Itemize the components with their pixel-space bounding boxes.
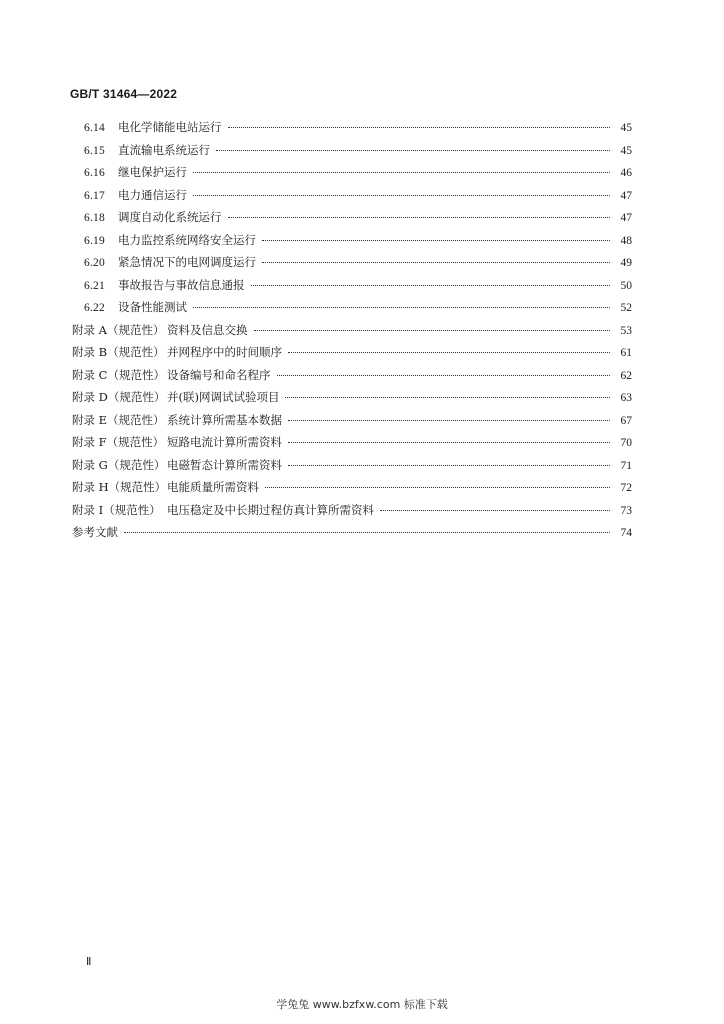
dot-leader xyxy=(193,172,610,173)
toc-entry-6-14[interactable] xyxy=(84,117,632,137)
toc-entry-title: 电化学储能电站运行 xyxy=(118,120,222,134)
toc-entry-page: 47 xyxy=(620,189,632,202)
annex-title: 设备编号和命名程序 xyxy=(167,367,271,382)
toc-entry-6-21[interactable] xyxy=(84,275,632,295)
toc-entry-page: 45 xyxy=(620,122,632,134)
dot-leader xyxy=(228,127,611,128)
annex-page: 62 xyxy=(620,369,632,382)
page-number: Ⅱ xyxy=(86,956,92,968)
toc-entry-6-19[interactable] xyxy=(84,230,632,250)
dot-leader xyxy=(228,217,611,218)
dot-leader xyxy=(262,262,610,263)
annex-title: 短路电流计算所需资料 xyxy=(167,435,282,449)
toc-entry-number: 6.21 xyxy=(84,279,105,292)
dot-leader xyxy=(288,420,610,421)
toc-entry-title: 调度自动化系统运行 xyxy=(118,210,222,224)
toc-annex-g[interactable] xyxy=(72,455,632,475)
dot-leader xyxy=(124,532,610,533)
toc-annex-h[interactable] xyxy=(72,477,632,497)
toc-entry-number: 6.14 xyxy=(84,122,105,134)
references-page: 74 xyxy=(620,527,632,539)
toc-entry-title: 事故报告与事故信息通报 xyxy=(118,277,245,292)
toc-annex-c[interactable] xyxy=(72,365,632,385)
toc-entry-6-22[interactable] xyxy=(84,297,632,317)
dot-leader xyxy=(380,510,610,511)
annex-page: 73 xyxy=(620,504,632,517)
dot-leader xyxy=(277,375,611,376)
annex-page: 67 xyxy=(620,414,632,427)
toc-entry-title: 继电保护运行 xyxy=(118,165,187,179)
annex-label: 附录 D（规范性） xyxy=(72,390,166,404)
toc-entry-title: 紧急情况下的电网调度运行 xyxy=(118,255,256,269)
annex-page: 63 xyxy=(620,392,632,404)
dot-leader xyxy=(262,240,610,241)
toc-annex-a[interactable] xyxy=(72,320,632,340)
toc-annex-i[interactable] xyxy=(72,500,632,520)
annex-label: 附录 A（规范性） xyxy=(72,322,165,337)
toc-annex-b[interactable] xyxy=(72,342,632,362)
dot-leader xyxy=(288,465,610,466)
toc-annex-e[interactable] xyxy=(72,410,632,430)
annex-page: 72 xyxy=(620,482,632,494)
toc-annex-f[interactable] xyxy=(72,432,632,452)
dot-leader xyxy=(288,442,610,443)
annex-page: 70 xyxy=(620,437,632,449)
toc-entry-page: 48 xyxy=(620,234,632,247)
toc-entry-page: 50 xyxy=(620,279,632,292)
dot-leader xyxy=(216,150,610,151)
toc-entry-title: 设备性能测试 xyxy=(118,300,187,314)
annex-title: 资料及信息交换 xyxy=(167,322,248,337)
toc-entry-page: 52 xyxy=(620,302,632,314)
toc-entry-6-20[interactable] xyxy=(84,252,632,272)
annex-label: 附录 B（规范性） xyxy=(72,345,165,359)
document-code: GB/T 31464—2022 xyxy=(70,87,178,101)
annex-title: 并(联)网调试试验项目 xyxy=(167,390,280,404)
annex-label: 附录 F（规范性） xyxy=(72,435,165,449)
toc-entry-6-16[interactable] xyxy=(84,162,632,182)
annex-title: 电压稳定及中长期过程仿真计算所需资料 xyxy=(167,502,374,517)
annex-label: 附录 C（规范性） xyxy=(72,367,165,382)
toc-entry-title: 电力通信运行 xyxy=(118,187,187,202)
annex-label: 附录 I（规范性） xyxy=(72,502,161,517)
toc-entry-page: 47 xyxy=(620,212,632,224)
dot-leader xyxy=(193,307,610,308)
dot-leader xyxy=(193,195,610,196)
toc-entry-number: 6.20 xyxy=(84,257,105,269)
annex-page: 61 xyxy=(620,347,632,359)
toc-entry-title: 直流输电系统运行 xyxy=(118,142,210,157)
dot-leader xyxy=(265,487,610,488)
dot-leader xyxy=(254,330,611,331)
toc-annex-d[interactable] xyxy=(72,387,632,407)
toc-entry-number: 6.19 xyxy=(84,234,105,247)
annex-title: 系统计算所需基本数据 xyxy=(167,412,282,427)
annex-title: 电磁暂态计算所需资料 xyxy=(167,457,282,472)
toc-entry-title: 电力监控系统网络安全运行 xyxy=(118,232,256,247)
annex-page: 53 xyxy=(620,324,632,337)
toc-references[interactable] xyxy=(72,522,632,542)
toc-entry-number: 6.18 xyxy=(84,212,105,224)
dot-leader xyxy=(251,285,611,286)
toc-entry-number: 6.22 xyxy=(84,302,105,314)
annex-label: 附录 G（规范性） xyxy=(72,457,166,472)
annex-label: 附录 E（规范性） xyxy=(72,412,165,427)
references-title: 参考文献 xyxy=(72,525,118,539)
dot-leader xyxy=(288,352,610,353)
toc-entry-page: 49 xyxy=(620,257,632,269)
toc-entry-number: 6.15 xyxy=(84,144,105,157)
toc-entry-6-15[interactable] xyxy=(84,140,632,160)
annex-label: 附录 H（规范性） xyxy=(72,480,167,494)
toc-entry-6-18[interactable] xyxy=(84,207,632,227)
toc-entry-page: 46 xyxy=(620,167,632,179)
watermark-footer: 学兔兔 www.bzfxw.com 标准下载 xyxy=(276,998,448,1011)
toc-entry-number: 6.17 xyxy=(84,189,105,202)
annex-title: 并网程序中的时间顺序 xyxy=(167,345,282,359)
dot-leader xyxy=(285,397,610,398)
annex-page: 71 xyxy=(620,459,632,472)
toc-entry-6-17[interactable] xyxy=(84,185,632,205)
annex-title: 电能质量所需资料 xyxy=(167,480,259,494)
toc-entry-number: 6.16 xyxy=(84,167,105,179)
toc-entry-page: 45 xyxy=(620,144,632,157)
